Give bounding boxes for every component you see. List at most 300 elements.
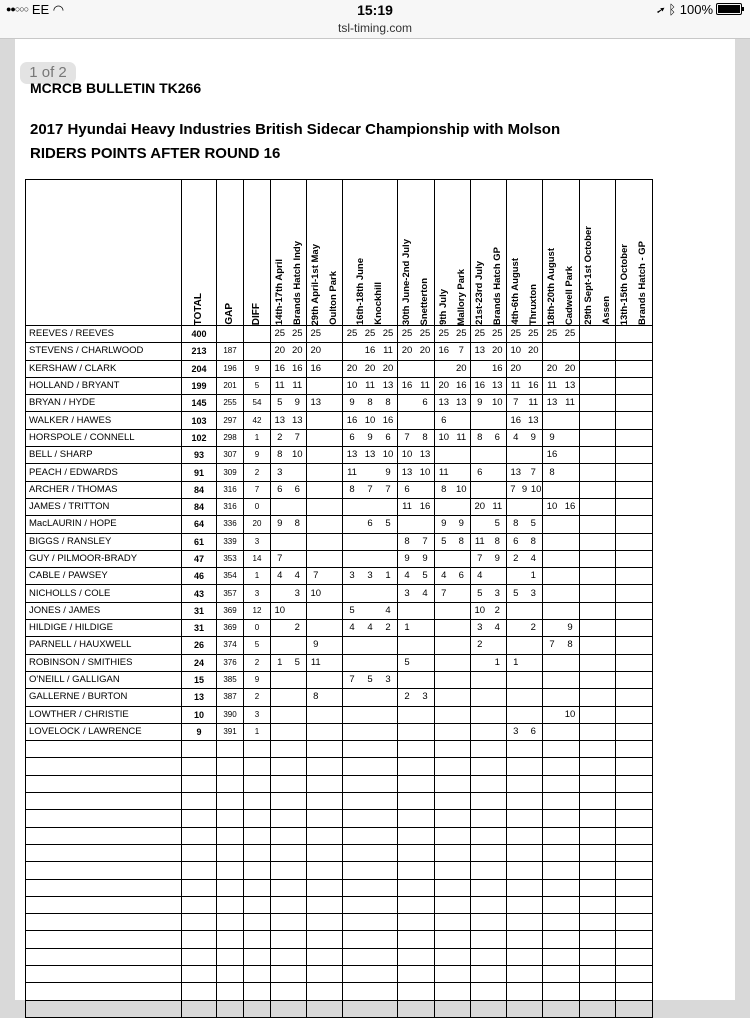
empty-cell [543, 931, 580, 948]
race-points: 25 [438, 328, 450, 340]
total-points: 31 [182, 602, 217, 619]
race-points [289, 603, 307, 619]
round-points [471, 706, 507, 723]
empty-cell [26, 1000, 182, 1017]
gap-value: 369 [217, 602, 244, 619]
race-points: 25 [564, 328, 576, 340]
round-points [435, 671, 471, 688]
signal-icon: ●●○○○ [6, 4, 29, 14]
empty-cell [435, 793, 471, 810]
round-points [543, 671, 580, 688]
round-points [343, 377, 398, 394]
race-points: 11 [438, 466, 449, 478]
diff-value: 1 [244, 723, 271, 740]
round-points [271, 620, 307, 637]
race-points: 4 [349, 622, 355, 634]
round-points [471, 498, 507, 515]
race-points [543, 620, 561, 636]
rider-name: LOVELOCK / LAWRENCE [26, 723, 182, 740]
round-points [507, 395, 543, 412]
empty-cell [182, 793, 217, 810]
round-points [580, 689, 616, 706]
empty-cell [435, 775, 471, 792]
empty-cell [580, 827, 616, 844]
race-points: 25 [455, 328, 467, 340]
race-points: 25 [401, 328, 413, 340]
round-points [507, 412, 543, 429]
empty-cell [217, 965, 244, 982]
race-points [489, 568, 507, 584]
race-points: 13 [474, 345, 486, 357]
table-row [26, 343, 653, 360]
round-venue: Brands Hatch - GP [637, 241, 648, 325]
race-points: 13 [274, 414, 286, 426]
race-points: 16 [274, 362, 286, 374]
rider-name: JONES / JAMES [26, 602, 182, 619]
race-points: 1 [404, 622, 410, 634]
empty-cell [182, 1000, 217, 1017]
round-points [271, 533, 307, 550]
diff-value: 0 [244, 620, 271, 637]
race-points: 6 [458, 570, 464, 582]
round-points [435, 498, 471, 515]
round-points [507, 723, 543, 740]
total-points: 102 [182, 429, 217, 446]
race-points: 3 [494, 587, 500, 599]
round-points [543, 585, 580, 602]
diff-value: 5 [244, 377, 271, 394]
empty-cell [580, 758, 616, 775]
race-points: 9 [294, 397, 300, 409]
race-points: 5 [422, 570, 428, 582]
round-points [471, 447, 507, 464]
diff-value: 20 [244, 516, 271, 533]
round-points [307, 637, 343, 654]
empty-row [26, 896, 653, 913]
race-points: 6 [277, 483, 283, 495]
race-points: 6 [367, 518, 373, 530]
race-points: 25 [510, 328, 522, 340]
round-points [471, 620, 507, 637]
empty-cell [580, 914, 616, 931]
round-points [398, 464, 435, 481]
round-venue: Brands Hatch GP [491, 246, 503, 325]
race-points: 4 [477, 570, 483, 582]
total-points: 204 [182, 360, 217, 377]
round-points [471, 723, 507, 740]
gap-value: 316 [217, 481, 244, 498]
empty-cell [343, 914, 398, 931]
gap-value: 297 [217, 412, 244, 429]
race-points: 8 [441, 483, 447, 495]
empty-cell [507, 827, 543, 844]
empty-cell [217, 844, 244, 861]
round-points [580, 343, 616, 360]
round-venue: Brands Hatch Indy [291, 241, 303, 325]
race-points: 20 [491, 345, 503, 357]
race-points: 9 [530, 431, 536, 443]
empty-cell [507, 844, 543, 861]
race-points: 11 [492, 501, 503, 513]
round-points [616, 343, 653, 360]
total-header-label: TOTAL [193, 292, 204, 325]
table-row [26, 533, 653, 550]
race-points: 8 [349, 483, 355, 495]
race-points: 7 [385, 483, 391, 495]
race-points: 25 [546, 328, 558, 340]
rider-name: ARCHER / THOMAS [26, 481, 182, 498]
empty-cell [217, 896, 244, 913]
empty-cell [343, 862, 398, 879]
url-bar[interactable]: tsl-timing.com [0, 20, 750, 39]
round-points [616, 429, 653, 446]
race-points: 3 [277, 466, 283, 478]
round-points [543, 568, 580, 585]
total-points: 93 [182, 447, 217, 464]
empty-row [26, 914, 653, 931]
total-points: 400 [182, 326, 217, 343]
empty-cell [244, 1000, 271, 1017]
round-venue: Oulton Park [327, 271, 339, 325]
race-points: 16 [346, 414, 358, 426]
rider-name: O'NEILL / GALLIGAN [26, 671, 182, 688]
round-points [398, 516, 435, 533]
table-row [26, 689, 653, 706]
empty-cell [182, 879, 217, 896]
empty-cell [343, 775, 398, 792]
race-points: 13 [310, 397, 322, 409]
empty-cell [543, 948, 580, 965]
table-row [26, 637, 653, 654]
race-points: 11 [474, 535, 485, 547]
race-points: 11 [510, 380, 521, 392]
round-points [398, 602, 435, 619]
round-header-4 [398, 180, 435, 326]
empty-cell [580, 844, 616, 861]
race-points [561, 430, 579, 446]
race-points: 8 [513, 518, 519, 530]
empty-cell [580, 741, 616, 758]
race-points: 10 [346, 380, 358, 392]
race-points: 2 [404, 691, 410, 703]
race-points: 13 [527, 414, 539, 426]
round-points [435, 412, 471, 429]
round-points [343, 360, 398, 377]
race-points: 9 [441, 518, 447, 530]
race-points: 8 [477, 431, 483, 443]
race-points [561, 465, 579, 481]
empty-cell [471, 896, 507, 913]
gap-value: 339 [217, 533, 244, 550]
table-row [26, 568, 653, 585]
total-points: 213 [182, 343, 217, 360]
round-venue: Thruxton [527, 283, 539, 325]
round-points [398, 689, 435, 706]
race-points: 3 [477, 622, 483, 634]
race-points: 25 [310, 328, 322, 340]
race-points [325, 655, 343, 671]
round-header-8 [543, 180, 580, 326]
round-points [398, 447, 435, 464]
race-points: 25 [274, 328, 286, 340]
empty-cell [580, 896, 616, 913]
race-points: 25 [474, 328, 486, 340]
empty-cell [26, 896, 182, 913]
race-points: 7 [513, 397, 519, 409]
race-points [489, 637, 507, 653]
gap-value: 353 [217, 550, 244, 567]
empty-cell [580, 965, 616, 982]
standings-table [25, 179, 653, 1018]
empty-cell [307, 914, 343, 931]
round-points [435, 689, 471, 706]
race-points: 7 [422, 535, 428, 547]
empty-cell [182, 948, 217, 965]
race-points: 11 [565, 397, 575, 409]
round-points [435, 343, 471, 360]
round-date: 21st-23rd July [473, 261, 485, 325]
empty-cell [580, 983, 616, 1000]
race-points: 5 [385, 518, 391, 530]
page-indicator: 1 of 2 [20, 62, 76, 84]
empty-cell [616, 775, 653, 792]
race-points [507, 620, 525, 636]
empty-row [26, 810, 653, 827]
race-points: 13 [382, 380, 394, 392]
round-points [507, 326, 543, 343]
rider-name: REEVES / REEVES [26, 326, 182, 343]
race-points: 6 [441, 414, 447, 426]
empty-cell [398, 914, 435, 931]
rider-name: PARNELL / HAUXWELL [26, 637, 182, 654]
race-points: 9 [313, 639, 319, 651]
diff-value: 9 [244, 360, 271, 377]
empty-cell [507, 983, 543, 1000]
round-points [343, 343, 398, 360]
round-points [343, 706, 398, 723]
empty-cell [543, 965, 580, 982]
race-points [507, 568, 525, 584]
empty-cell [307, 1000, 343, 1017]
round-points [616, 377, 653, 394]
round-header-10 [616, 180, 653, 326]
round-points [543, 654, 580, 671]
empty-cell [343, 896, 398, 913]
round-points [307, 689, 343, 706]
race-points: 5 [277, 397, 283, 409]
race-points: 11 [528, 397, 539, 409]
round-points [435, 706, 471, 723]
total-points: 31 [182, 620, 217, 637]
race-points [325, 586, 343, 602]
round-points [580, 412, 616, 429]
race-points: 2 [477, 639, 483, 651]
empty-cell [182, 896, 217, 913]
race-points: 10 [546, 501, 558, 513]
race-points: 20 [527, 345, 539, 357]
race-points: 8 [313, 691, 319, 703]
round-points [543, 550, 580, 567]
race-points: 10 [291, 449, 303, 461]
round-points [343, 689, 398, 706]
round-points [271, 671, 307, 688]
empty-cell [307, 948, 343, 965]
location-icon: ➚ [656, 2, 665, 17]
empty-cell [398, 931, 435, 948]
round-points [271, 706, 307, 723]
round-points [616, 326, 653, 343]
diff-value: 5 [244, 637, 271, 654]
round-points [580, 429, 616, 446]
rider-name: STEVENS / CHARLWOOD [26, 343, 182, 360]
empty-cell [271, 948, 307, 965]
rider-name: NICHOLLS / COLE [26, 585, 182, 602]
standings-subtitle: RIDERS POINTS AFTER ROUND 16 [30, 145, 281, 162]
round-header-7 [507, 180, 543, 326]
empty-cell [244, 793, 271, 810]
race-points: 9 [494, 553, 500, 564]
status-bar [0, 0, 750, 20]
empty-cell [182, 775, 217, 792]
round-points [435, 568, 471, 585]
empty-cell [507, 758, 543, 775]
table-row [26, 360, 653, 377]
empty-cell [616, 965, 653, 982]
race-points [271, 586, 289, 602]
round-points [307, 498, 343, 515]
race-points: 16 [546, 449, 558, 461]
table-row [26, 481, 653, 498]
rider-name: GUY / PILMOOR-BRADY [26, 550, 182, 567]
round-points [580, 723, 616, 740]
empty-cell [507, 931, 543, 948]
race-points: 6 [294, 483, 300, 495]
empty-cell [182, 758, 217, 775]
race-points: 20 [546, 362, 558, 374]
round-points [471, 395, 507, 412]
race-points: 4 [513, 431, 519, 443]
race-points: 11 [402, 501, 412, 513]
round-points [580, 360, 616, 377]
round-date: 14th-17th April [273, 258, 285, 325]
empty-cell [543, 793, 580, 810]
empty-cell [471, 931, 507, 948]
table-row [26, 464, 653, 481]
rider-name: LOWTHER / CHRISTIE [26, 706, 182, 723]
round-points [343, 481, 398, 498]
race-points: 16 [291, 362, 303, 374]
empty-cell [435, 827, 471, 844]
battery-icon [716, 3, 742, 15]
round-header-9 [580, 180, 616, 326]
empty-cell [543, 983, 580, 1000]
empty-cell [244, 879, 271, 896]
race-points: 16 [310, 362, 322, 374]
round-points [343, 429, 398, 446]
round-points [543, 464, 580, 481]
gap-value: 336 [217, 516, 244, 533]
round-points [507, 568, 543, 585]
round-points [471, 654, 507, 671]
empty-cell [580, 1000, 616, 1017]
race-points: 1 [385, 570, 391, 582]
round-points [580, 706, 616, 723]
race-points: 5 [494, 518, 500, 530]
race-points: 7 [441, 587, 447, 599]
diff-value: 2 [244, 689, 271, 706]
race-points: 13 [564, 380, 576, 392]
race-points [471, 361, 489, 377]
clock: 15:19 [357, 2, 393, 18]
empty-cell [307, 965, 343, 982]
race-points: 6 [404, 483, 410, 495]
round-venue: Knockhill [373, 282, 384, 325]
total-points: 91 [182, 464, 217, 481]
empty-cell [580, 931, 616, 948]
empty-cell [435, 948, 471, 965]
empty-cell [343, 931, 398, 948]
round-points [307, 671, 343, 688]
table-row [26, 395, 653, 412]
bulletin-title: MCRCB BULLETIN TK266 [30, 80, 202, 96]
round-points [580, 568, 616, 585]
empty-cell [244, 931, 271, 948]
empty-cell [398, 827, 435, 844]
round-points [471, 412, 507, 429]
total-points: 15 [182, 671, 217, 688]
diff-value: 9 [244, 447, 271, 464]
carrier-name: EE [31, 2, 50, 17]
round-points [580, 637, 616, 654]
empty-cell [343, 758, 398, 775]
round-points [398, 568, 435, 585]
race-points: 5 [294, 656, 300, 668]
empty-cell [471, 810, 507, 827]
empty-cell [616, 931, 653, 948]
empty-cell [616, 810, 653, 827]
empty-cell [435, 758, 471, 775]
round-points [616, 533, 653, 550]
empty-cell [307, 758, 343, 775]
round-date: 13th-15th October [619, 243, 630, 325]
empty-row [26, 879, 653, 896]
gap-header-label: GAP [224, 303, 235, 325]
round-points [507, 706, 543, 723]
race-points [471, 655, 489, 671]
round-points [435, 723, 471, 740]
race-points: 2 [530, 622, 536, 634]
gap-value [217, 326, 244, 343]
race-points: 9 [422, 553, 428, 564]
race-points [489, 465, 507, 481]
empty-cell [616, 758, 653, 775]
round-points [271, 481, 307, 498]
empty-cell [616, 896, 653, 913]
round-points [398, 498, 435, 515]
empty-cell [471, 983, 507, 1000]
empty-cell [217, 948, 244, 965]
race-points: 10 [364, 414, 376, 426]
round-points [507, 447, 543, 464]
race-points [343, 516, 361, 532]
empty-cell [343, 983, 398, 1000]
empty-cell [543, 844, 580, 861]
rider-header [26, 180, 182, 326]
round-points [507, 429, 543, 446]
race-points: 10 [438, 431, 450, 443]
round-points [343, 498, 398, 515]
race-points: 6 [349, 431, 355, 443]
